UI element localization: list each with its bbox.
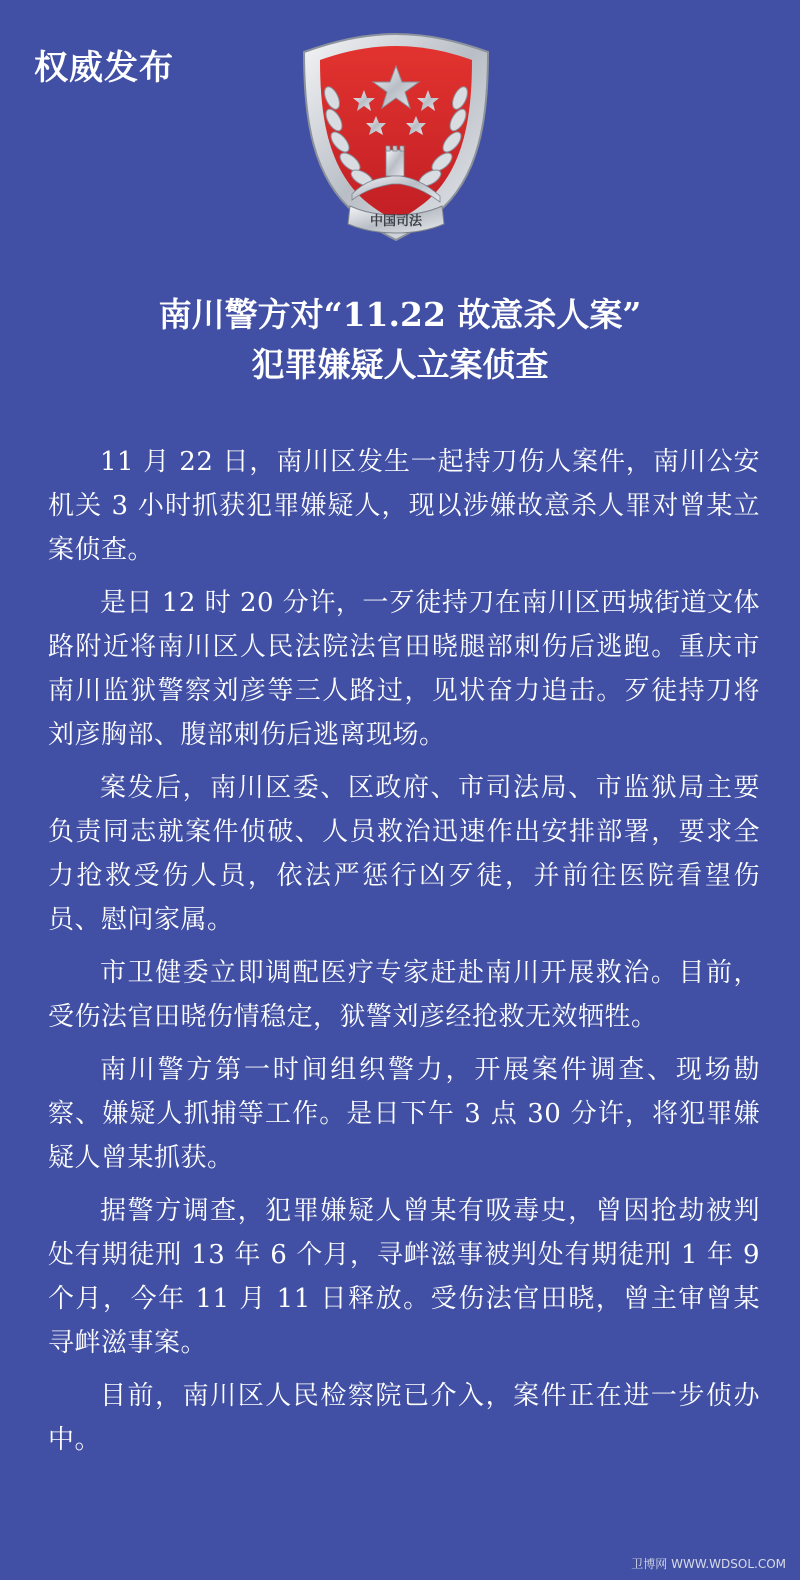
- watermark: 卫博网 WWW.WDSOL.COM: [631, 1557, 786, 1571]
- paragraph: 11 月 22 日，南川区发生一起持刀伤人案件，南川公安机关 3 小时抓获犯罪嫌疑人，现以涉嫌故意杀人罪对曾某立案侦查。: [48, 447, 760, 565]
- paragraph: 案发后，南川区委、区政府、市司法局、市监狱局主要负责同志就案件侦破、人员救治迅速作出安排部署，要求全力抢救受伤人员，依法严惩行凶歹徒，并前往医院看望伤员、慰问家属。: [48, 773, 760, 935]
- paragraph: 据警方调查，犯罪嫌疑人曾某有吸毒史，曾因抢劫被判处有期徒刑 13 年 6 个月，寻衅滋事被判处有期徒刑 1 年 9 个月，今年 11 月 11 日释放。受伤法官田晓，曾主审曾某寻衅滋事案。: [48, 1196, 760, 1358]
- article-body: [48, 440, 760, 1471]
- paragraph: 南川警方第一时间组织警力，开展案件调查、现场勘察、嫌疑人抓捕等工作。是日下午 3 点 30 分许，将犯罪嫌疑人曾某抓获。: [48, 1055, 760, 1173]
- title-line-1: 南川警方对“11.22 故意杀人案”: [158, 295, 642, 334]
- paragraph: 目前，南川区人民检察院已介入，案件正在进一步侦办中。: [48, 1381, 760, 1455]
- justice-emblem-icon: [296, 28, 496, 244]
- emblem-text: 中国司法: [369, 214, 423, 229]
- paragraph: 是日 12 时 20 分许，一歹徒持刀在南川区西城街道文体路附近将南川区人民法院法官田晓腿部刺伤后逃跑。重庆市南川监狱警察刘彦等三人路过，见状奋力追击。歹徒持刀将刘彦胸部、腹部刺伤后逃离现场。: [48, 588, 760, 750]
- paragraph: 市卫健委立即调配医疗专家赶赴南川开展救治。目前，受伤法官田晓伤情稳定，狱警刘彦经抢救无效牺牲。: [48, 958, 760, 1032]
- page-title: [0, 290, 800, 390]
- title-line-2: 犯罪嫌疑人立案侦查: [251, 345, 549, 384]
- badge-label: 权威发布: [34, 48, 174, 88]
